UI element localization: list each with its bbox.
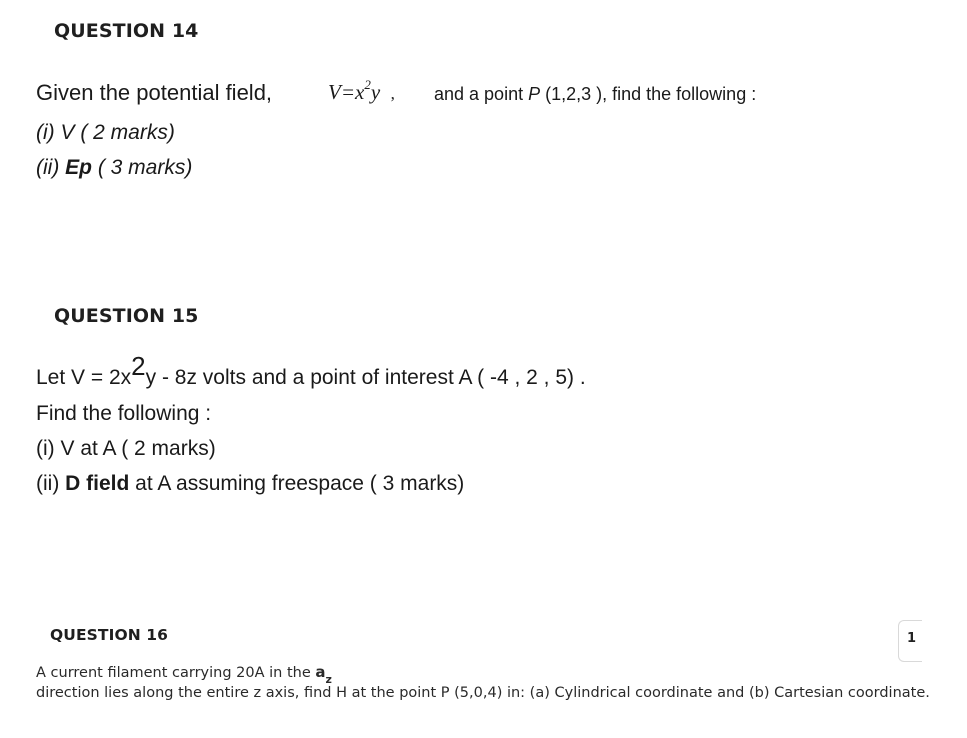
unit-vector-az: [315, 663, 332, 686]
part-2-prefix: (ii): [36, 472, 66, 495]
question-14-heading: QUESTION 14: [54, 20, 199, 42]
formula-exponent: 2: [364, 77, 371, 92]
part-2-bold: D field: [65, 472, 130, 495]
part-2-suffix: at A assuming freespace ( 3 marks): [129, 472, 465, 495]
line-1-prefix: A current filament carrying 20A in the: [36, 665, 316, 681]
formula-base: V=x: [328, 80, 365, 104]
part-2-prefix: (ii): [36, 156, 66, 179]
question-16-line-1: [36, 663, 332, 684]
statement-suffix: y - 8z volts and a point of interest A ( -4 , 2 , 5) .: [145, 366, 586, 389]
question-14-point-text: [434, 84, 756, 105]
question-16-heading: QUESTION 16: [50, 626, 169, 644]
vector-subscript: z: [325, 673, 332, 686]
question-15-part-2: [36, 472, 464, 496]
vector-base: a: [315, 663, 326, 681]
formula-tail: y: [370, 80, 381, 104]
point-suffix: (1,2,3 ), find the following :: [540, 84, 757, 104]
potential-formula: [328, 79, 395, 105]
page-number: 1: [907, 631, 917, 646]
question-14-intro: Given the potential field,: [36, 80, 273, 105]
statement-exponent: 2: [131, 351, 146, 381]
part-2-bold: Ep: [65, 156, 92, 179]
statement-prefix: Let V = 2x: [36, 366, 132, 389]
question-15-instruction: Find the following :: [36, 402, 212, 425]
question-14-part-1: (i) V ( 2 marks): [36, 121, 175, 144]
question-15-heading: QUESTION 15: [54, 305, 199, 327]
formula-comma: ,: [390, 84, 395, 103]
page-number-badge[interactable]: [898, 620, 922, 662]
question-15-statement: [36, 351, 586, 390]
part-2-suffix: ( 3 marks): [92, 156, 193, 179]
question-14-part-2: [36, 156, 192, 180]
question-16-line-2: direction lies along the entire z axis, find H at the point P (5,0,4) in: (a) Cylindrical coordinate and (b) Cartesian coordinate.: [36, 685, 930, 701]
point-label: P: [528, 84, 541, 104]
point-prefix: and a point: [434, 84, 529, 104]
question-15-part-1: (i) V at A ( 2 marks): [36, 437, 216, 460]
